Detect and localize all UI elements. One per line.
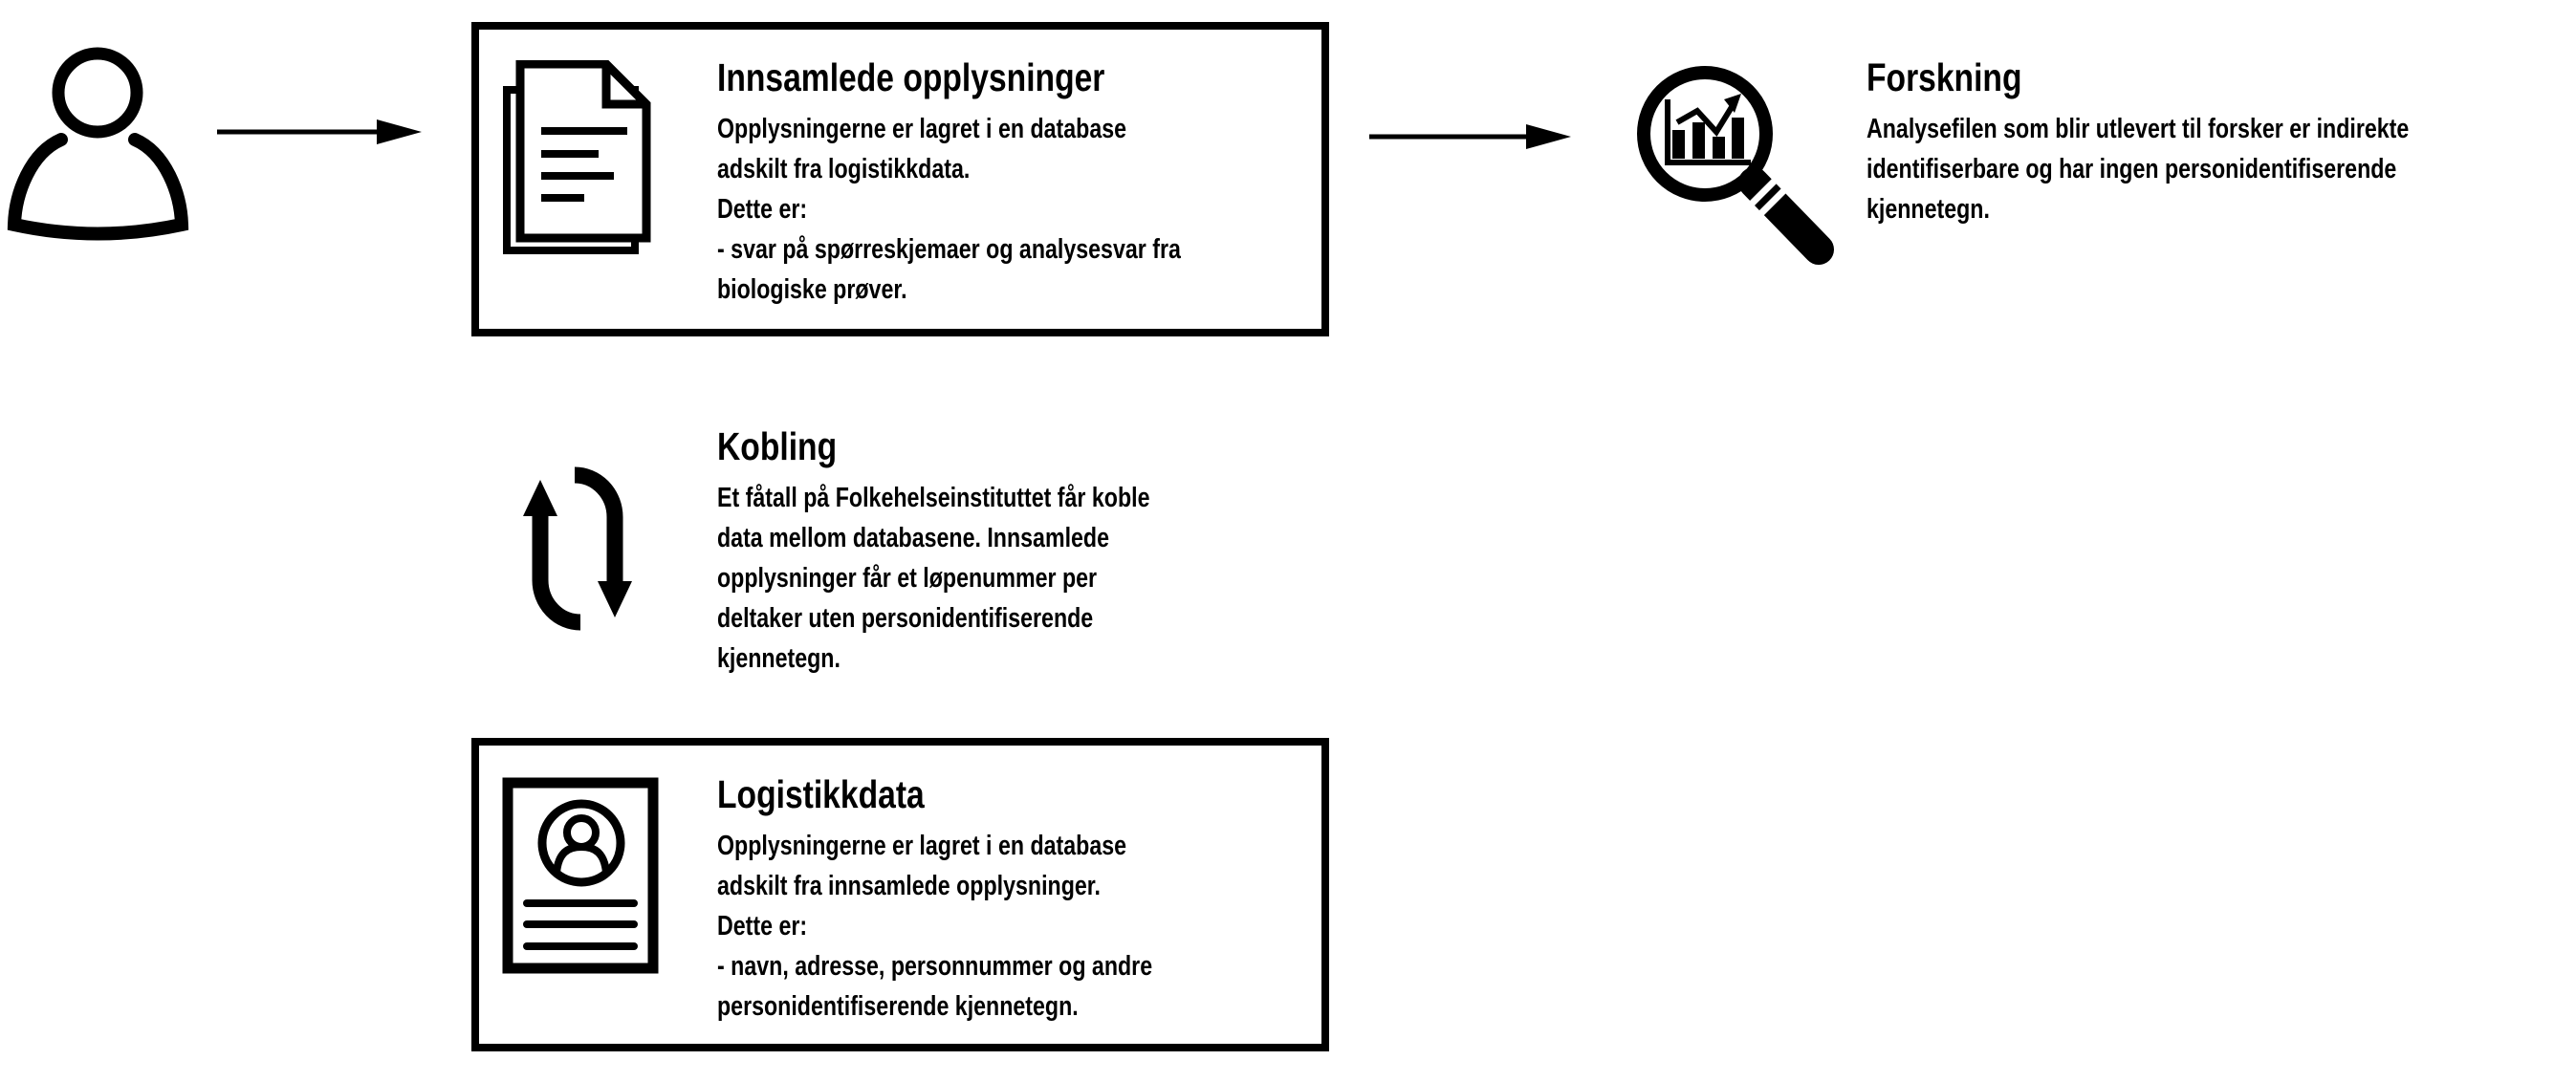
innsamlede-text: [717, 54, 1297, 310]
kobling-body-line: kjennetegn.: [717, 643, 840, 674]
kobling-title: Kobling: [717, 424, 838, 468]
arrow-right-icon: [212, 107, 427, 157]
magnifier-chart-icon: [1633, 57, 1839, 272]
kobling-body-line: Et fåtall på Folkehelseinstituttet får koble: [717, 483, 1150, 513]
forskning-body-line: kjennetegn.: [1867, 194, 1990, 225]
innsamlede-body-line: - svar på spørreskjemaer og analysesvar fra: [717, 234, 1181, 265]
person-icon: [6, 40, 189, 245]
kobling-body: [717, 478, 1258, 679]
id-card-icon: [501, 776, 662, 977]
kobling-body-line: data mellom databasene. Innsamlede: [717, 523, 1110, 553]
forskning-body-line: identifiserbare og har ingen personidentifiserende: [1867, 154, 2397, 184]
logistikkdata-body-line: - navn, adresse, personnummer og andre: [717, 951, 1153, 982]
innsamlede-body-line: biologiske prøver.: [717, 274, 907, 305]
kobling-text: [717, 423, 1258, 679]
logistikkdata-body: [717, 826, 1261, 1027]
forskning-body-line: Analysefilen som blir utlevert til forsker er indirekte: [1867, 114, 2410, 144]
innsamlede-body-line: Opplysningerne er lagret i en database: [717, 114, 1127, 144]
forskning-title: Forskning: [1867, 55, 2022, 99]
forskning-body: [1867, 109, 2544, 229]
logistikkdata-body-line: adskilt fra innsamlede opplysninger.: [717, 871, 1101, 901]
documents-icon: [499, 60, 652, 256]
arrow-right-icon: [1364, 112, 1577, 162]
innsamlede-body-line: Dette er:: [717, 194, 808, 225]
logistikkdata-text: [717, 771, 1261, 1027]
sync-arrows-icon: [520, 466, 635, 631]
innsamlede-body-line: adskilt fra logistikkdata.: [717, 154, 971, 184]
kobling-body-line: opplysninger får et løpenummer per: [717, 563, 1098, 594]
innsamlede-title: Innsamlede opplysninger: [717, 55, 1105, 99]
forskning-text: [1867, 54, 2544, 229]
logistikkdata-body-line: personidentifiserende kjennetegn.: [717, 991, 1079, 1022]
logistikkdata-body-line: Opplysningerne er lagret i en database: [717, 831, 1127, 861]
kobling-body-line: deltaker uten personidentifiserende: [717, 603, 1094, 634]
logistikkdata-body-line: Dette er:: [717, 911, 808, 941]
logistikkdata-title: Logistikkdata: [717, 772, 925, 816]
innsamlede-body: [717, 109, 1297, 310]
